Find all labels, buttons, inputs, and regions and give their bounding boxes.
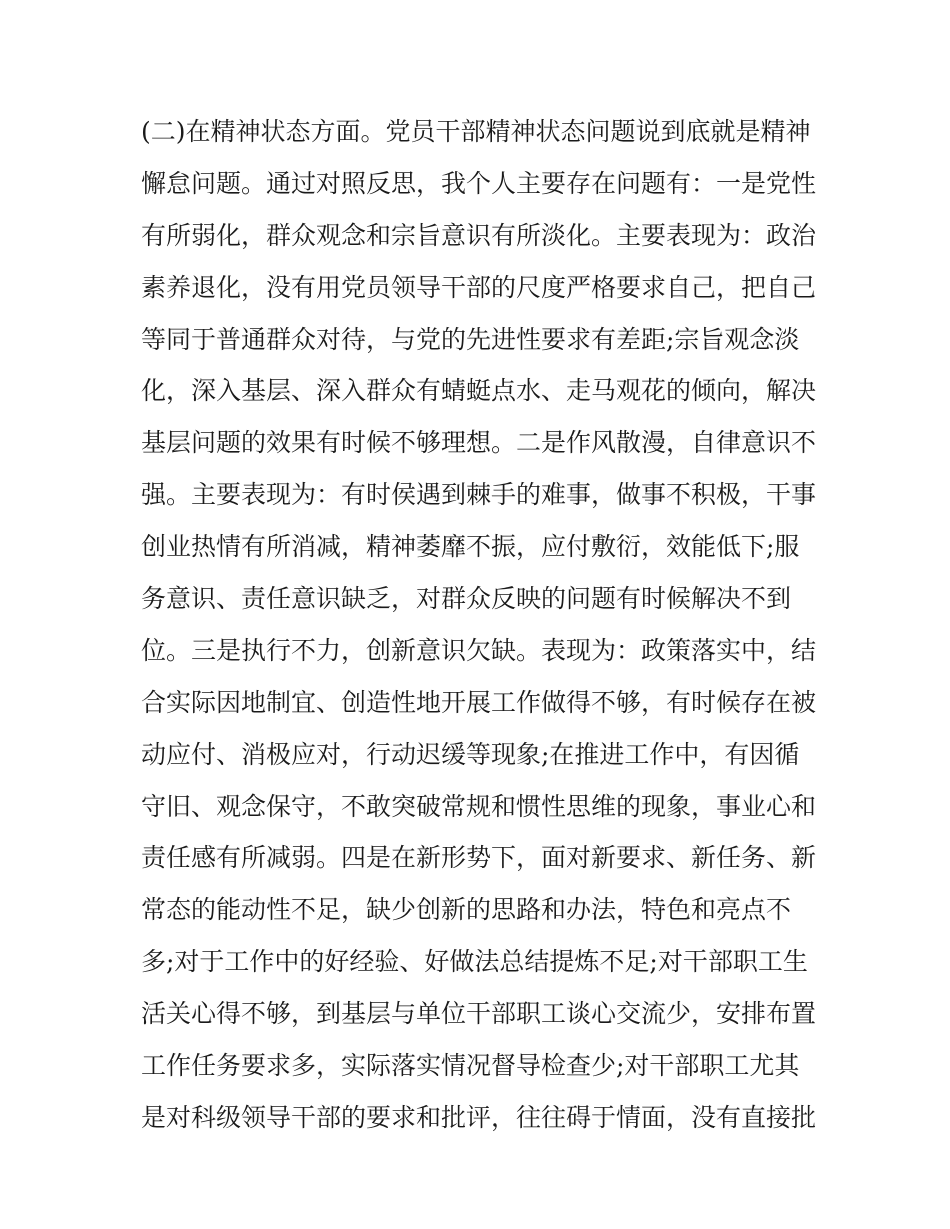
text-line: 创业热情有所消减，精神萎靡不振，应付敷衍，效能低下;服	[141, 532, 800, 562]
text-line: 工作任务要求多，实际落实情况督导检查少;对干部职工尤其	[141, 1051, 800, 1081]
text-line: 基层问题的效果有时候不够理想。二是作风散漫，自律意识不	[141, 428, 817, 458]
text-line: 守旧、观念保守，不敢突破常规和惯性思维的现象，事业心和	[141, 791, 817, 821]
text-line: 懈怠问题。通过对照反思，我个人主要存在问题有：一是党性	[141, 168, 817, 198]
text-line: 责任感有所减弱。四是在新形势下，面对新要求、新任务、新	[141, 843, 817, 873]
text-line: 素养退化，没有用党员领导干部的尺度严格要求自己，把自己	[141, 272, 817, 302]
text-line: 化，深入基层、深入群众有蜻蜓点水、走马观花的倾向，解决	[141, 376, 817, 406]
text-line: 是对科级领导干部的要求和批评，往往碍于情面，没有直接批	[141, 1102, 817, 1132]
text-line: 多;对于工作中的好经验、好做法总结提炼不足;对干部职工生	[141, 947, 808, 977]
text-line: 强。主要表现为：有时侯遇到棘手的难事，做事不积极，干事	[141, 480, 817, 510]
text-line: 等同于普通群众对待，与党的先进性要求有差距;宗旨观念淡	[141, 324, 800, 354]
text-line: 位。三是执行不力，创新意识欠缺。表现为：政策落实中，结	[141, 635, 817, 665]
text-line: 务意识、责任意识缺乏，对群众反映的问题有时候解决不到	[141, 584, 792, 614]
text-line: 活关心得不够，到基层与单位干部职工谈心交流少，安排布置	[141, 999, 817, 1029]
text-line: 动应付、消极应对，行动迟缓等现象;在推进工作中，有因循	[141, 739, 800, 769]
text-line: 有所弱化，群众观念和宗旨意识有所淡化。主要表现为：政治	[141, 220, 817, 250]
body-paragraph	[141, 106, 821, 1144]
text-line: 常态的能动性不足，缺少创新的思路和办法，特色和亮点不	[141, 895, 792, 925]
text-line: (二)在精神状态方面。党员干部精神状态问题说到底就是精神	[141, 117, 811, 146]
text-line: 合实际因地制宜、创造性地开展工作做得不够，有时候存在被	[141, 687, 817, 717]
